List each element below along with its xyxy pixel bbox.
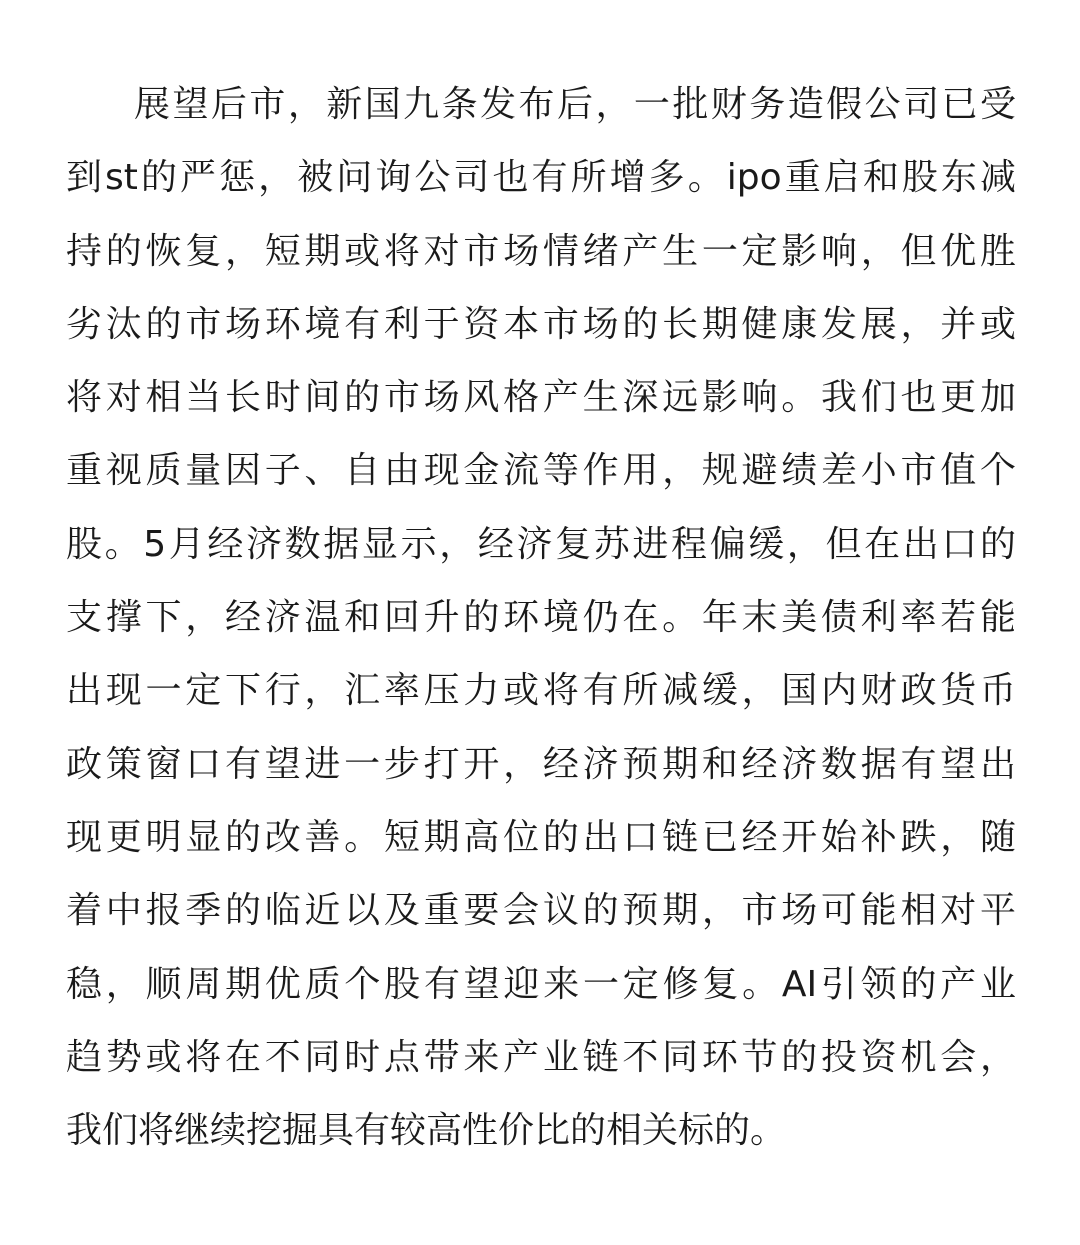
paragraph-line: 稳，顺周期优质个股有望迎来一定修复。AI引领的产业 [66,963,1016,1005]
paragraph-line: 趋势或将在不同时点带来产业链不同环节的投资机会， [66,1036,1016,1078]
paragraph-line: 将对相当长时间的市场风格产生深远影响。我们也更加 [66,377,1016,419]
paragraph-line: 股。5月经济数据显示，经济复苏进程偏缓，但在出口的 [66,523,1016,565]
paragraph-line: 着中报季的临近以及重要会议的预期，市场可能相对平 [66,890,1016,932]
paragraph-line: 持的恢复，短期或将对市场情绪产生一定影响，但优胜 [66,230,1016,272]
paragraph-line: 现更明显的改善。短期高位的出口链已经开始补跌，随 [66,816,1016,858]
paragraph-line: 劣汰的市场环境有利于资本市场的长期健康发展，并或 [66,303,1016,345]
paragraph-line: 政策窗口有望进一步打开，经济预期和经济数据有望出 [66,743,1016,785]
paragraph-line: 我们将继续挖掘具有较高性价比的相关标的。 [66,1110,787,1152]
paragraph-line: 支撑下，经济温和回升的环境仍在。年末美债利率若能 [66,597,1016,639]
article-paragraph [66,68,1016,1167]
paragraph-line: 出现一定下行，汇率压力或将有所减缓，国内财政货币 [66,670,1016,712]
paragraph-line: 展望后市，新国九条发布后，一批财务造假公司已受 [134,84,1016,125]
paragraph-line: 重视质量因子、自由现金流等作用，规避绩差小市值个 [66,450,1016,492]
paragraph-line: 到st的严惩，被问询公司也有所增多。ipo重启和股东减 [66,157,1016,199]
